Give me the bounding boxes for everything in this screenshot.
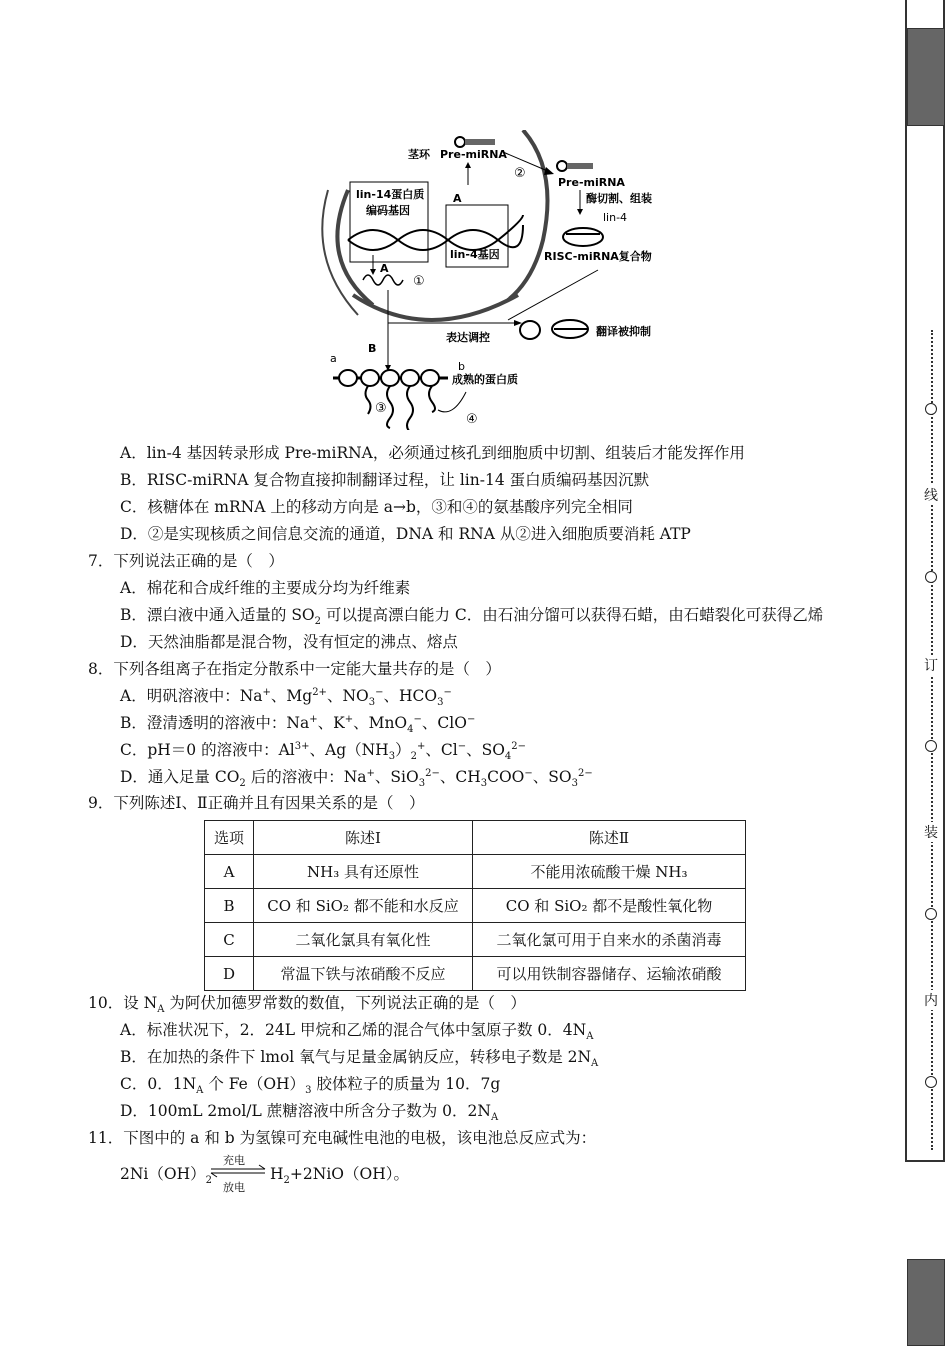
binding-circle (925, 908, 937, 920)
ribosome-icon (421, 370, 439, 386)
binding-circle (925, 740, 937, 752)
label-charge: 充电 (223, 1154, 245, 1167)
q7-option-a: A．棉花和合成纤维的主要成分均为纤维素 (120, 579, 411, 597)
label-circle-4: ④ (466, 412, 478, 427)
q10-option-c: C．0．$1N_A$ 个 $Fe(OH)_3$ 胶体粒子的质量为 10．7g (120, 1075, 501, 1097)
binding-char-order: 订 (922, 655, 940, 675)
q11-stem: 11．下图中的 a 和 b 为氢镍可充电碱性电池的电极，该电池总反应式为： (88, 1129, 597, 1147)
label-pre-mirna-1: Pre-miRNA (440, 148, 507, 161)
arrowhead (465, 162, 471, 168)
binding-circle (925, 571, 937, 583)
binding-top-block (907, 28, 945, 126)
binding-bottom-block (907, 1259, 945, 1346)
ribosome-icon (339, 370, 357, 386)
table-cell: C (205, 923, 254, 957)
label-b: B (368, 342, 377, 355)
table-header-cell: 选项 (205, 821, 254, 855)
label-lin14-1: lin-14蛋白质 (356, 188, 425, 201)
mrna-strand (363, 275, 403, 285)
label-circle-1: ① (413, 274, 425, 289)
label-discharge: 放电 (223, 1181, 245, 1194)
label-a-small: a (330, 352, 337, 365)
label-enzyme: 酶切割、组装 (586, 192, 652, 205)
q10-option-a: A．标准状况下，2．24L 甲烷和乙烯的混合气体中氢原子数 0．$4N_A$ (120, 1021, 594, 1043)
binding-circle (925, 1076, 937, 1088)
table-cell: 不能用浓硫酸干燥 NH₃ (473, 855, 746, 889)
equation-rhs: $H_2+2NiO(OH)$。 (270, 1165, 409, 1187)
q10-option-b: B．在加热的条件下 lmol 氧气与足量金属钠反应，转移电子数是 $2N_A$ (120, 1048, 599, 1070)
equation-lhs: $2Ni(OH)_2$ (120, 1165, 212, 1187)
table-header-cell: 陈述Ⅱ (473, 821, 746, 855)
q8-option-d: D．通入足量 $CO_2$ 后的溶液中：Na+、SiO$_3^{2-}$、$CH_3COO^-$、$SO_3^{2-}$ (120, 767, 593, 790)
q8-option-b: B．澄清透明的溶液中：Na+、K+、MnO$_4$−、ClO− (120, 713, 476, 736)
arrow-risc (508, 270, 598, 320)
q6-option-d: D．②是实现核质之间信息交流的通道，DNA 和 RNA 从②进入细胞质要消耗 ATP (120, 525, 691, 543)
q9-table (204, 820, 746, 991)
q9-stem: 9．下列陈述Ⅰ、Ⅱ正确并且有因果关系的是（ ） (88, 794, 425, 812)
arrowhead (577, 209, 583, 215)
q8-option-a: A．明矾溶液中：Na+、$Mg^{2+}$、$NO_3^-$、$HCO_3^-$ (120, 686, 452, 709)
table-row (205, 889, 746, 923)
label-b-small: b (458, 360, 465, 373)
q10-option-d: D．100mL 2mol/L 蔗糖溶液中所含分子数为 0．$2N_A$ (120, 1102, 499, 1124)
peptide-chain (387, 386, 393, 428)
table-row (205, 855, 746, 889)
label-lin14-2: 编码基因 (366, 204, 410, 217)
mirna-diagram (318, 130, 678, 430)
binding-char-bind: 装 (922, 822, 940, 842)
ribosome-icon (361, 370, 379, 386)
q7-option-d: D．天然油脂都是混合物，没有恒定的沸点、熔点 (120, 633, 458, 651)
q6-option-b: B．RISC-miRNA 复合物直接抑制翻译过程，让 lin-14 蛋白质编码基因沉默 (120, 471, 650, 489)
binding-circle (925, 403, 937, 415)
label-lin4-gene: lin-4基因 (450, 248, 500, 261)
label-stem-loop: 茎环 (408, 148, 430, 161)
q8-stem: 8．下列各组离子在指定分散系中一定能大量共存的是（ ） (88, 660, 501, 678)
table-cell: D (205, 957, 254, 991)
peptide-chain (366, 386, 371, 414)
binding-frame (905, 0, 945, 1162)
risc-complex-icon (563, 228, 603, 246)
table-cell: 二氧化氯具有氧化性 (254, 923, 473, 957)
nucleus-envelope-right (508, 130, 548, 300)
label-circle-3: ③ (375, 401, 387, 416)
label-expression: 表达调控 (446, 331, 490, 344)
q6-option-c: C．核糖体在 mRNA 上的移动方向是 a→b，③和④的氨基酸序列完全相同 (120, 498, 633, 516)
binding-strip (903, 0, 950, 1344)
ribosome-icon (381, 370, 399, 386)
peptide-chain (429, 386, 435, 412)
binding-char-inner: 内 (922, 990, 940, 1010)
ribosome-icon (520, 321, 540, 339)
label-pre-mirna-2: Pre-miRNA (558, 176, 625, 189)
table-cell: CO 和 SiO₂ 都不能和水反应 (254, 889, 473, 923)
label-risc: RISC-miRNA复合物 (544, 250, 652, 263)
label-lin4: lin-4 (603, 211, 628, 224)
q7-option-b-c: B．漂白液中通入适量的 $SO_2$ 可以提高漂白能力 C．由石油分馏可以获得石蜡，由石蜡裂化可获得乙烯 (120, 606, 824, 628)
q6-option-a: A．lin-4 基因转录形成 Pre-miRNA，必须通过核孔到细胞质中切割、组装后才能发挥作用 (120, 444, 745, 462)
table-row (205, 957, 746, 991)
q10-stem: 10．设 $N_A$ 为阿伏加德罗常数的数值，下列说法正确的是（ ） (88, 994, 526, 1016)
ribosome-icon (401, 370, 419, 386)
table-header-cell: 陈述Ⅰ (254, 821, 473, 855)
stem-loop-icon (557, 161, 567, 171)
label-translation-inhibited: 翻译被抑制 (596, 325, 651, 338)
peptide-chain (407, 386, 413, 430)
label-mature-protein: 成熟的蛋白质 (452, 373, 518, 386)
arrowhead (544, 167, 554, 175)
table-cell: 常温下铁与浓硝酸不反应 (254, 957, 473, 991)
table-row (205, 923, 746, 957)
table-cell: B (205, 889, 254, 923)
label-circle-2: ② (514, 166, 526, 181)
table-header-row (205, 821, 746, 855)
premirna-stem-icon (465, 139, 495, 145)
table-cell: A (205, 855, 254, 889)
table-cell: 可以用铁制容器储存、运输浓硝酸 (473, 957, 746, 991)
arrowhead (370, 269, 376, 275)
q11-equation (120, 1152, 540, 1192)
label-a-top: A (453, 192, 462, 205)
arrow-4 (438, 392, 466, 412)
stem-loop-icon (455, 137, 465, 147)
q7-stem: 7．下列说法正确的是（ ） (88, 552, 284, 570)
table-cell: CO 和 SiO₂ 都不是酸性氧化物 (473, 889, 746, 923)
label-a-left: A (380, 262, 389, 275)
binding-char-line: 线 (922, 485, 940, 505)
nucleus-envelope-bottom (353, 295, 518, 320)
q8-option-c: C．pH＝0 的溶液中：$Al^{3+}$、$Ag(NH_3)_2^+$、Cl−、$SO_4^{2-}$ (120, 740, 527, 763)
premirna-stem-icon (567, 163, 593, 169)
table-cell: NH₃ 具有还原性 (254, 855, 473, 889)
table-cell: 二氧化氯可用于自来水的杀菌消毒 (473, 923, 746, 957)
